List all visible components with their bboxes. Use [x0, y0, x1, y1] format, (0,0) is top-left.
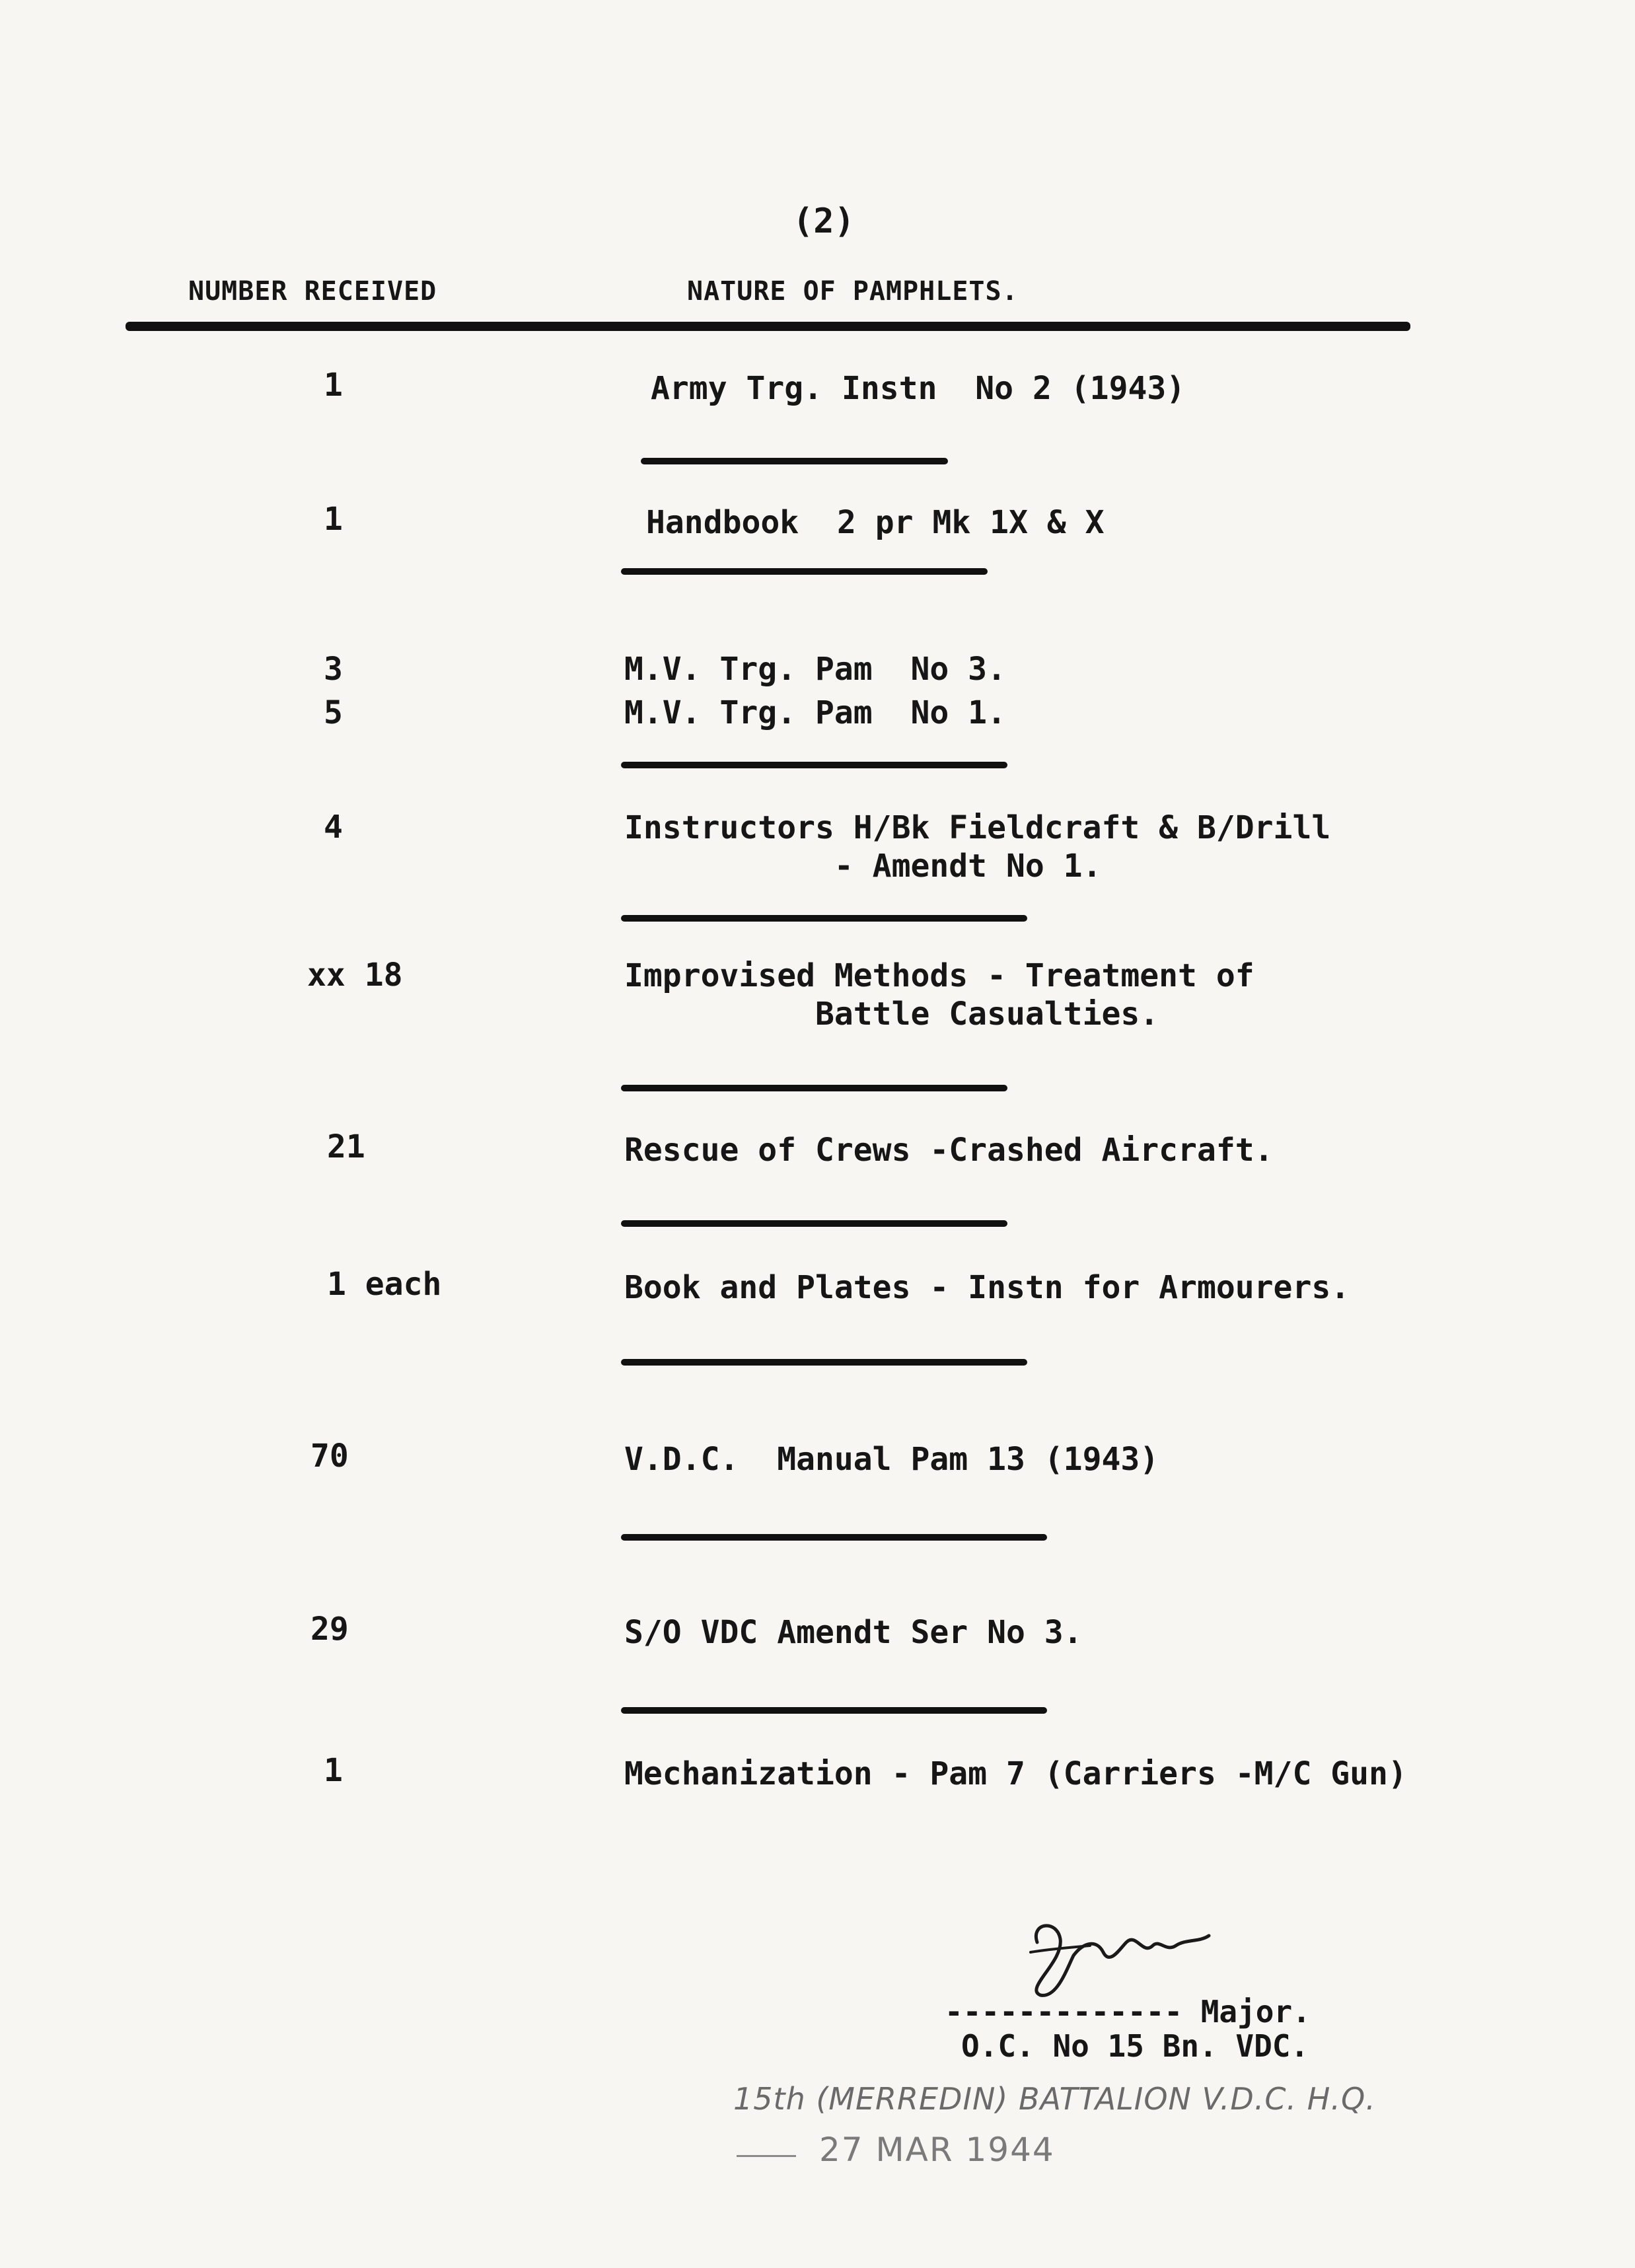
- number-received: 1: [324, 501, 343, 538]
- number-received: 1: [324, 1752, 343, 1789]
- number-received: 21: [327, 1128, 365, 1165]
- pamphlet-title: Improvised Methods - Treatment of Battle Casualties.: [624, 957, 1254, 1033]
- stamp-date: 27 MAR 1944: [819, 2131, 1055, 2169]
- stamp-text: 15th (MERREDIN) BATTALION V.D.C. H.Q.: [733, 2081, 1376, 2117]
- number-received: 1 each: [327, 1266, 442, 1303]
- separator-rule: [621, 1534, 1047, 1541]
- number-received: 29: [310, 1611, 349, 1648]
- pamphlet-title: V.D.C. Manual Pam 13 (1943): [624, 1441, 1159, 1478]
- column-header-nature-of-pamphlets: NATURE OF PAMPHLETS.: [687, 276, 1019, 307]
- handwritten-signature: [1011, 1916, 1229, 2002]
- separator-rule: [641, 458, 948, 464]
- number-received: 3 5: [324, 651, 343, 731]
- separator-rule: [621, 762, 1007, 768]
- pamphlet-title: M.V. Trg. Pam No 3. M.V. Trg. Pam No 1.: [624, 651, 1006, 731]
- separator-rule: [621, 1707, 1047, 1714]
- pamphlet-title: S/O VDC Amendt Ser No 3.: [624, 1614, 1083, 1651]
- number-received: 1: [324, 367, 343, 404]
- pamphlet-title: Rescue of Crews -Crashed Aircraft.: [624, 1132, 1274, 1169]
- header-rule: [126, 322, 1410, 331]
- signatory-title: O.C. No 15 Bn. VDC.: [961, 2028, 1309, 2064]
- number-received: xx 18: [307, 957, 403, 994]
- pamphlet-title: Instructors H/Bk Fieldcraft & B/Drill - Amendt No 1.: [624, 809, 1331, 885]
- pamphlet-title: Army Trg. Instn No 2 (1943): [651, 370, 1186, 407]
- number-received: 70: [310, 1438, 349, 1475]
- separator-rule: [621, 915, 1027, 922]
- column-header-number-received: NUMBER RECEIVED: [188, 276, 437, 307]
- pamphlet-title: Mechanization - Pam 7 (Carriers -M/C Gun): [624, 1755, 1407, 1792]
- number-received: 4: [324, 809, 343, 846]
- separator-rule: [621, 1085, 1007, 1091]
- pamphlet-title: Handbook 2 pr Mk 1X & X: [646, 504, 1105, 541]
- separator-rule: [621, 1220, 1007, 1227]
- separator-rule: [621, 1359, 1027, 1366]
- separator-rule: [621, 568, 988, 575]
- page-number: (2): [793, 201, 855, 241]
- pamphlet-title: Book and Plates - Instn for Armourers.: [624, 1269, 1350, 1306]
- stamp-dash: [737, 2155, 796, 2157]
- signature-line: ------------- Major.: [945, 1994, 1311, 2030]
